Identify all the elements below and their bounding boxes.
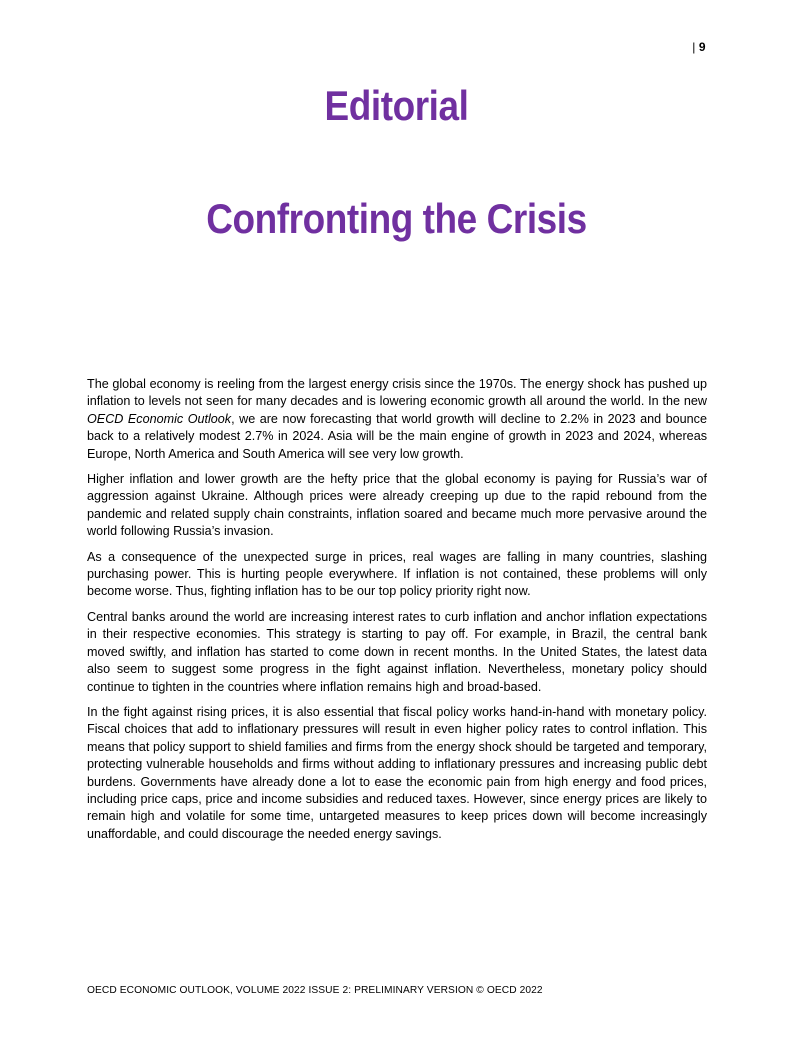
paragraph-1-intro: The global economy is reeling from the largest energy crisis since the 1970s. The energy shock has pushed up inflation to levels not seen for many decades and is lowering economic growth all around the world. In the new bbox=[87, 377, 707, 409]
section-title: Editorial bbox=[324, 82, 469, 129]
page-number-separator: | bbox=[692, 40, 696, 54]
paragraph-1-rest: , we are now forecasting that world growth will decline to 2.2% in 2023 and bounce back to a relatively modest 2.7% in 2024. Asia will be the main engine of growth in 2023 and 2024, whereas Europe, North America and South America will see very low growth. bbox=[87, 411, 707, 461]
page-number-value: 9 bbox=[698, 40, 706, 54]
page-number bbox=[692, 40, 706, 54]
publication-title: OECD Economic Outlook bbox=[87, 411, 232, 426]
paragraph-4: Central banks around the world are increasing interest rates to curb inflation and anchor inflation expectations in their respective economies. This strategy is starting to pay off. For example, in Brazil, the central bank moved swiftly, and inflation has started to come down in recent months. In the United States, the latest data also seem to suggest some progress in the fight against inflation. Nevertheless, monetary policy should continue to tighten in the countries where inflation remains high and broad-based. bbox=[87, 609, 707, 694]
page-footer: OECD ECONOMIC OUTLOOK, VOLUME 2022 ISSUE 2: PRELIMINARY VERSION © OECD 2022 bbox=[87, 985, 543, 996]
paragraph-5: In the fight against rising prices, it is also essential that fiscal policy works hand-in-hand with monetary policy. Fiscal choices that add to inflationary pressures will result in even higher policy rates to control inflation. This means that policy support to shield families and firms from the energy shock should be targeted and temporary, protecting vulnerable households and firms without adding to inflationary pressures and increasing public debt burdens. Governments have already done a lot to ease the economic pain from high energy and food prices, including price caps, price and income subsidies and reduced taxes. However, since energy prices are likely to remain high and volatile for some time, untargeted measures to keep prices down will become increasingly unaffordable, and could discourage the needed energy savings. bbox=[87, 704, 707, 841]
paragraph-2: Higher inflation and lower growth are the hefty price that the global economy is paying for Russia’s war of aggression against Ukraine. Although prices were already creeping up due to the rapid rebound from the pandemic and related supply chain constraints, inflation soared and became much more pervasive around the world following Russia’s invasion. bbox=[87, 472, 707, 539]
editorial-body bbox=[87, 376, 707, 851]
paragraph-1 bbox=[87, 376, 707, 463]
editorial-headline: Confronting the Crisis bbox=[206, 195, 587, 242]
paragraph-3: As a consequence of the unexpected surge in prices, real wages are falling in many countries, slashing purchasing power. This is hurting people everywhere. If inflation is not contained, these problems will only become worse. Thus, fighting inflation has to be our top policy priority right now. bbox=[87, 549, 707, 599]
